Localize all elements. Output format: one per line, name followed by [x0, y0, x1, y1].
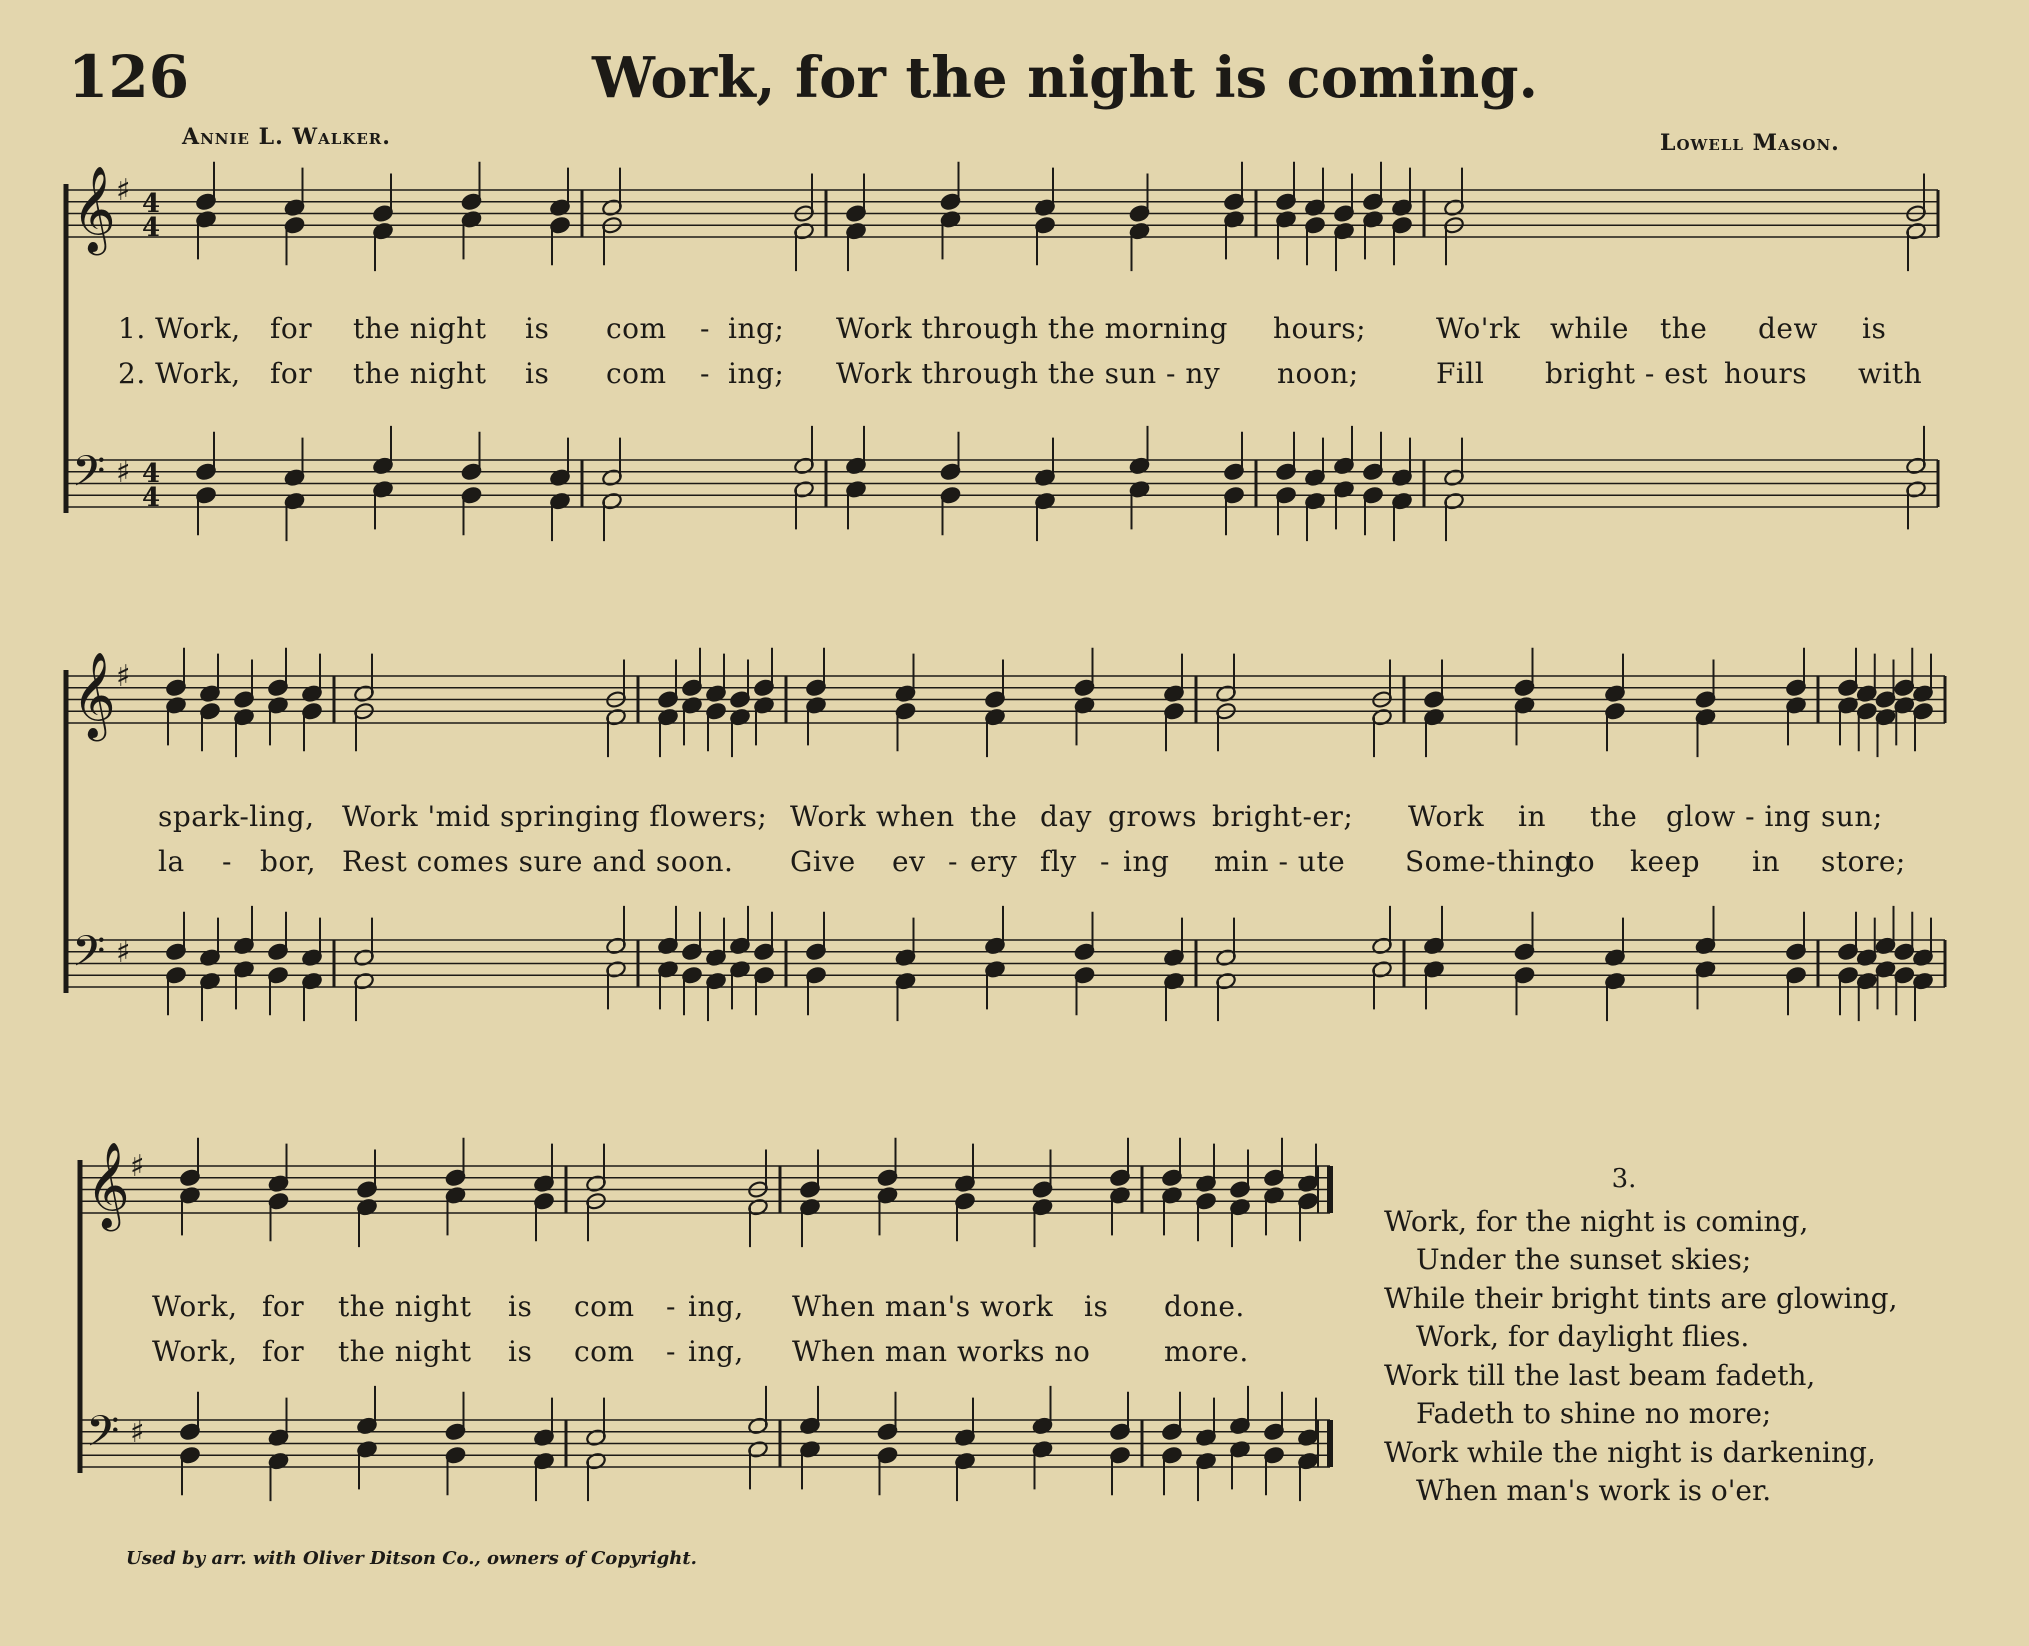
bass-clef: 𝄢	[72, 927, 106, 987]
lyric-syllable: done.	[1164, 1290, 1245, 1323]
lyric-syllable: ing,	[688, 1290, 744, 1323]
lyric-syllable: Fill	[1436, 357, 1485, 390]
verse-3-line: Work till the last beam fadeth,	[1384, 1358, 1816, 1392]
lyric-syllable: -	[700, 357, 710, 390]
lyric-syllable: ing;	[728, 312, 785, 345]
key-signature-sharp: ♯	[130, 1415, 145, 1450]
time-signature-bottom: 4	[142, 483, 161, 513]
lyric-syllable: com	[606, 357, 667, 390]
lyric-syllable: is	[525, 357, 550, 390]
lyric-syllable: for	[262, 1335, 305, 1368]
bass-clef: 𝄢	[72, 447, 106, 507]
lyric-syllable: -	[666, 1290, 676, 1323]
verse-3-number: 3.	[1611, 1164, 1637, 1194]
lyric-syllable: for	[270, 357, 313, 390]
lyric-syllable: Rest comes sure and soon.	[342, 845, 734, 878]
lyric-syllable: bright - est	[1545, 357, 1708, 390]
lyric-syllable: Some-thing	[1405, 845, 1573, 878]
time-signature-top: 4	[142, 459, 161, 489]
lyric-syllable: is	[1084, 1290, 1109, 1323]
lyric-syllable: for	[262, 1290, 305, 1323]
lyric-syllable: -	[222, 845, 232, 878]
verse-3	[1384, 1160, 1898, 1511]
lyric-syllable: the night	[338, 1335, 472, 1368]
lyric-syllable: the night	[353, 357, 487, 390]
lyric-syllable: spark-ling,	[158, 800, 315, 833]
verse-3-line: Work, for daylight flies.	[1416, 1320, 1750, 1353]
lyric-syllable: in	[1752, 845, 1780, 878]
verse-3-line: When man's work is o'er.	[1416, 1474, 1772, 1507]
lyric-syllable: when	[876, 800, 955, 833]
hymn-title: Work, for the night is coming.	[592, 45, 1538, 111]
lyric-syllable: Work	[1408, 800, 1485, 833]
time-signature-bottom: 4	[142, 213, 161, 243]
verse-3-line: Work while the night is darkening,	[1384, 1435, 1876, 1469]
key-signature-sharp: ♯	[116, 173, 131, 208]
lyric-syllable: noon;	[1277, 357, 1359, 390]
copyright-notice: Used by arr. with Oliver Ditson Co., owners of Copyright.	[126, 1548, 697, 1569]
lyric-syllable: ing,	[688, 1335, 744, 1368]
lyric-syllable: Give	[790, 845, 856, 878]
verse-3-line: Under the sunset skies;	[1416, 1243, 1752, 1276]
lyric-syllable: the night	[338, 1290, 472, 1323]
lyric-syllable: com	[606, 312, 667, 345]
lyric-syllable: Work 'mid springing flowers;	[342, 800, 768, 833]
lyric-syllable: 1. Work,	[118, 312, 241, 345]
lyric-syllable: When man's work	[792, 1290, 1054, 1323]
lyricist-credit: Annie L. Walker.	[182, 124, 391, 150]
lyric-syllable: is	[525, 312, 550, 345]
lyric-syllable: Wo'rk	[1436, 312, 1521, 345]
bass-clef: 𝄢	[86, 1407, 120, 1467]
lyric-syllable: fly	[1040, 845, 1077, 878]
lyric-syllable: sun;	[1821, 800, 1883, 833]
lyric-syllable: ing;	[728, 357, 785, 390]
lyric-syllable: la	[158, 845, 185, 878]
treble-clef: 𝄞	[72, 652, 116, 738]
lyric-syllable: day	[1040, 800, 1092, 833]
lyric-syllable: for	[270, 312, 313, 345]
lyric-syllable: com	[574, 1290, 635, 1323]
verse-3-line: Fadeth to shine no more;	[1416, 1397, 1772, 1430]
lyric-syllable: ery	[970, 845, 1018, 878]
lyric-syllable: When man works no	[792, 1335, 1091, 1368]
verse-3-line: Work, for the night is coming,	[1384, 1204, 1809, 1238]
lyric-syllable: com	[574, 1335, 635, 1368]
lyric-syllable: Work through the morning	[836, 312, 1228, 345]
lyric-syllable: 2. Work,	[118, 357, 241, 390]
lyric-syllable: the	[1660, 312, 1708, 345]
lyric-syllable: ev	[892, 845, 926, 878]
lyric-syllable: Work,	[152, 1290, 238, 1323]
lyric-syllable: -	[666, 1335, 676, 1368]
lyric-syllable: Work,	[152, 1335, 238, 1368]
lyric-syllable: -	[700, 312, 710, 345]
lyric-syllable: hours	[1724, 357, 1808, 390]
verse-3-line: While their bright tints are glowing,	[1384, 1281, 1898, 1315]
lyric-syllable: hours;	[1273, 312, 1367, 345]
lyric-syllable: bor,	[260, 845, 316, 878]
lyric-syllable: is	[508, 1290, 533, 1323]
key-signature-sharp: ♯	[116, 935, 131, 970]
lyric-syllable: keep	[1630, 845, 1701, 878]
key-signature-sharp: ♯	[130, 1149, 145, 1184]
lyric-syllable: bright-er;	[1212, 800, 1354, 833]
lyric-syllable: -	[1100, 845, 1110, 878]
key-signature-sharp: ♯	[116, 659, 131, 694]
lyric-syllable: store;	[1821, 845, 1906, 878]
lyric-syllable: is	[1862, 312, 1887, 345]
treble-clef: 𝄞	[72, 166, 116, 252]
lyric-syllable: the	[1590, 800, 1638, 833]
lyric-syllable: the	[970, 800, 1018, 833]
lyric-syllable: grows	[1108, 800, 1198, 833]
lyric-syllable: more.	[1164, 1335, 1249, 1368]
treble-clef: 𝄞	[86, 1142, 130, 1228]
lyric-syllable: in	[1518, 800, 1546, 833]
key-signature-sharp: ♯	[116, 455, 131, 490]
lyric-syllable: Work through the sun - ny	[836, 357, 1221, 390]
lyric-syllable: min - ute	[1214, 845, 1346, 878]
lyric-syllable: -	[948, 845, 958, 878]
lyric-syllable: glow - ing	[1666, 800, 1811, 833]
page-number: 126	[68, 43, 190, 111]
lyric-syllable: while	[1550, 312, 1629, 345]
lyric-syllable: with	[1858, 357, 1923, 390]
lyric-syllable: is	[508, 1335, 533, 1368]
lyric-syllable: ing	[1123, 845, 1170, 878]
composer-credit: Lowell Mason.	[1660, 130, 1840, 156]
lyric-syllable: to	[1566, 845, 1596, 878]
lyric-syllable: the night	[353, 312, 487, 345]
lyric-syllable: Work	[790, 800, 867, 833]
time-signature-top: 4	[142, 189, 161, 219]
lyric-syllable: dew	[1758, 312, 1818, 345]
